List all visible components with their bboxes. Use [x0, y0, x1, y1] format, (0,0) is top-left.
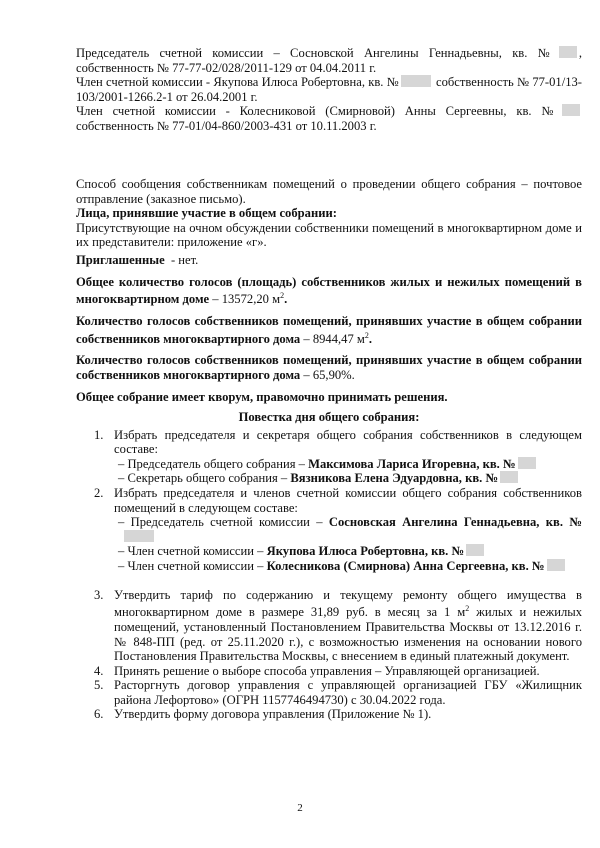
agenda-item-3: [76, 588, 582, 664]
agenda-item-text: Принять решение о выборе способа управления – Управляющей организацией.: [114, 663, 540, 678]
agenda-item-number: 6.: [94, 707, 104, 722]
agenda-item-number: 5.: [94, 678, 104, 693]
sub-item-name: Якупова Илюса Робертовна, кв. №: [266, 544, 465, 559]
sub-item-prefix: – Член счетной комиссии –: [118, 558, 264, 573]
agenda-item-text: [114, 588, 582, 664]
commission-chair-ownership: собственность № 77-77-02/028/2011-129 от 04.04.2011 г.: [76, 60, 377, 75]
page-number: 2: [297, 802, 303, 814]
agenda-item-text: Избрать председателя и членов счетной комиссии общего собрания собственников помещений в следующем составе:: [114, 485, 582, 515]
participating-votes-value: – 8944,47 м: [303, 331, 365, 346]
notification-method: Способ сообщения собственникам помещений о проведении общего собрания – почтовое отправление (заказное письмо).: [76, 177, 582, 206]
agenda-title: Повестка дня общего собрания:: [238, 410, 420, 424]
redacted-apartment: [124, 530, 154, 542]
redacted-apartment: [562, 104, 580, 116]
agenda-list: [76, 428, 582, 722]
agenda-item-text: Расторгнуть договор управления с управляющей организацией ГБУ «Жилищник района Лефортово» (ОГРН 1157746494730) с 30.04.2022 года.: [114, 678, 582, 707]
commission-member-2-text: Член счетной комиссии - Колесниковой (Смирновой) Анны Сергеевны, кв. №: [76, 104, 560, 119]
agenda-item-number: 3.: [94, 587, 104, 602]
agenda-item-number: 4.: [94, 663, 104, 678]
redacted-apartment: [547, 559, 565, 571]
participating-votes: [76, 314, 582, 346]
participating-votes-end: .: [368, 331, 373, 346]
invited-line: [76, 253, 582, 268]
participating-percent-value: – 65,90%.: [303, 367, 355, 382]
sub-item-name: Вязникова Елена Эдуардовна, кв. №: [290, 471, 499, 486]
agenda-item-1: [76, 428, 582, 486]
participants-heading: Лица, принявшие участие в общем собрании:: [76, 206, 337, 221]
commission-members: [76, 46, 582, 134]
agenda-item-number: 2.: [94, 485, 104, 500]
sub-item-prefix: – Секретарь общего собрания –: [118, 471, 288, 486]
commission-chair: Председатель счетной комиссии – Сосновской Ангелины Геннадьевны, кв. № , собственность № 77-77-02/028/2011-129 от 04.04.2011 г.: [76, 46, 582, 75]
participating-percent: [76, 353, 582, 382]
participating-percent-label: Количество голосов собственников помещений, принявших участие в общем собрании собственников многоквартирного дома: [76, 353, 582, 382]
commission-chair-text: Председатель счетной комиссии – Сосновской Ангелины Геннадьевны, кв. №: [76, 46, 557, 60]
total-votes-label: Общее количество голосов (площадь) собственников жилых и нежилых помещений в многоквартирном доме: [76, 274, 582, 307]
participating-votes-label: Количество голосов собственников помещений, принявших участие в общем собрании собственников многоквартирного дома: [76, 313, 582, 346]
participants-text: Присутствующие на очном обсуждении собственники помещений в многоквартирном доме и их представители: приложение «г».: [76, 220, 582, 250]
tariff-text-cont: жилых и нежилых помещений, установленный Постановлением Правительства Москвы от 13.12.2016 г. № 848-ПП (ред. от 25.11.2020 г.), с возможностью изменения на основании нового Постановления Правительства Москвы, с внесением в единый платежный документ.: [114, 605, 582, 664]
agenda-item-4: [76, 664, 582, 679]
redacted-apartment: [518, 457, 536, 469]
agenda-item-5: [76, 678, 582, 707]
sub-item-name: Колесникова (Смирнова) Анна Сергеевна, кв. №: [266, 558, 545, 573]
total-votes: [76, 275, 582, 307]
sub-item-prefix: – Председатель общего собрания –: [118, 456, 305, 471]
agenda-item-2: [76, 486, 582, 588]
sub-item-name: Максимова Лариса Игоревна, кв. №: [308, 456, 516, 471]
commission-member-2: [76, 104, 582, 133]
agenda-1-secretary: [114, 471, 582, 486]
agenda-2-member-1: [114, 544, 582, 559]
commission-member-1-ownership: собственность № 77-01/13-103/2001-1266.2-1 от 26.04.2001 г.: [76, 75, 582, 104]
agenda-1-chair: [114, 457, 582, 472]
agenda-2-member-2: [114, 559, 582, 574]
redacted-apartment: [401, 75, 431, 87]
invited-value: - нет.: [170, 252, 199, 267]
tariff-unit-sup: 2: [465, 604, 470, 614]
redacted-apartment: [559, 46, 577, 58]
redacted-apartment: [500, 471, 518, 483]
tariff-text: Утвердить тариф по содержанию и текущему ремонту общего имущества в многоквартирном доме в размере 31,89 руб. в месяц за 1 м: [114, 587, 582, 620]
agenda-2-chair: [114, 515, 582, 544]
agenda: [76, 410, 582, 722]
total-votes-end: .: [284, 292, 288, 307]
total-votes-unit-sup: 2: [280, 291, 285, 301]
participating-votes-unit-sup: 2: [364, 330, 369, 340]
sub-item-name: Сосновская Ангелина Геннадьевна, кв. №: [328, 515, 582, 530]
agenda-item-number: 1.: [94, 427, 104, 442]
agenda-item-6: [76, 707, 582, 722]
commission-member-1-text: Член счетной комиссии - Якупова Илюса Робертовна, кв. №: [76, 75, 399, 90]
invited-label: Приглашенные: [76, 252, 165, 267]
commission-member-2-ownership: собственность № 77-01/04-860/2003-431 от 10.11.2003 г.: [76, 118, 377, 133]
agenda-item-text: Утвердить форму договора управления (Приложение № 1).: [114, 707, 432, 722]
sub-item-prefix: – Председатель счетной комиссии –: [118, 515, 323, 530]
redacted-apartment: [466, 544, 484, 556]
sub-item-prefix: – Член счетной комиссии –: [118, 544, 264, 559]
total-votes-value: – 13572,20 м: [212, 292, 281, 307]
meeting-info: [76, 177, 582, 404]
quorum-statement: Общее собрание имеет кворум, правомочно принимать решения.: [76, 389, 448, 404]
agenda-item-text: Избрать председателя и секретаря общего собрания собственников в следующем составе:: [114, 427, 582, 457]
commission-member-1: [76, 75, 582, 104]
